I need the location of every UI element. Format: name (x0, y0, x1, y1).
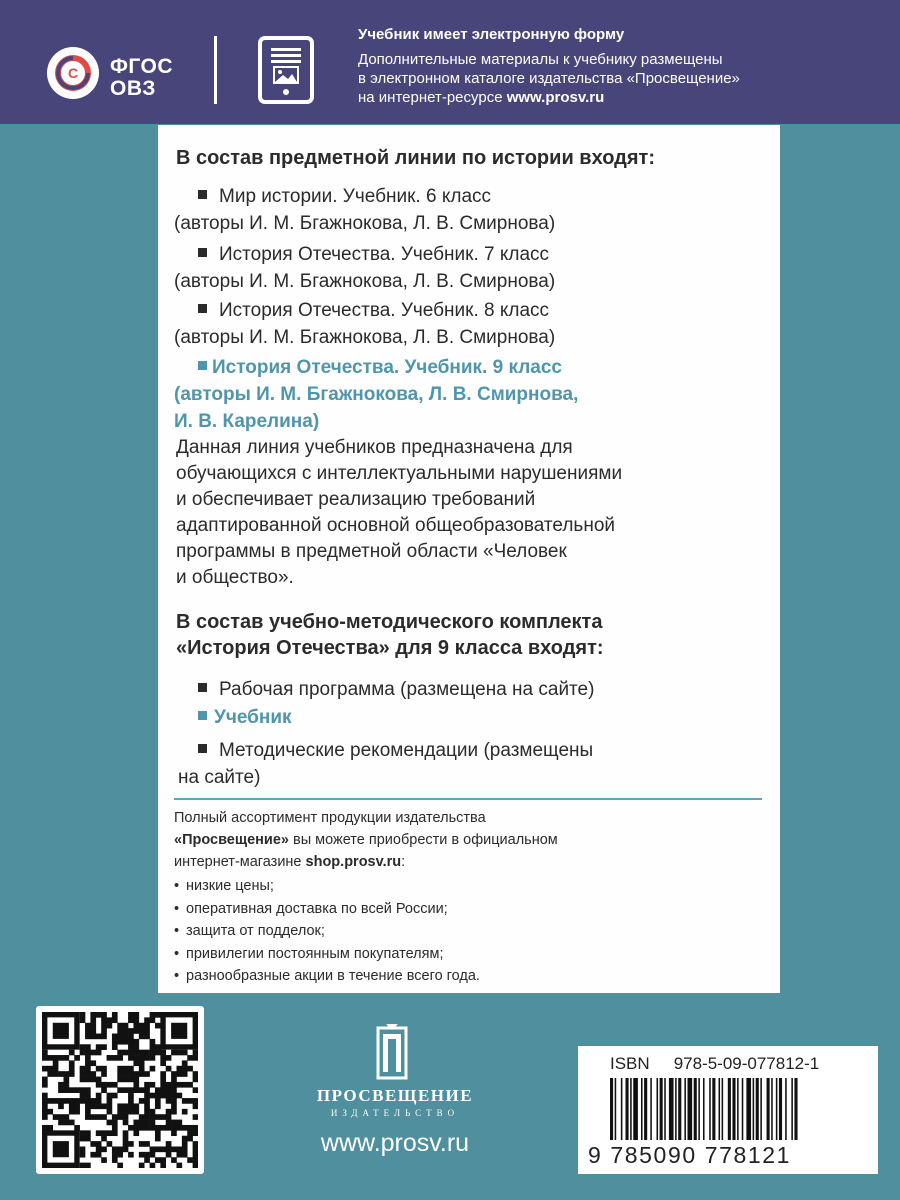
list-item-highlighted (198, 704, 292, 731)
list-item-title: Методические рекомендации (размещены (219, 740, 594, 761)
subject-line-heading: В состав предметной линии по истории входят: (176, 147, 655, 169)
list-item-title: История Отечества. Учебник. 8 класс (219, 300, 550, 321)
shop-line-rest: вы можете приобрести в официальном (288, 832, 558, 848)
dot-bullet-icon: • (174, 923, 180, 940)
list-item-title: Рабочая программа (размещена на сайте) (219, 679, 595, 700)
list-item-authors: (авторы И. М. Бгажнокова, Л. В. Смирнова) (174, 327, 556, 348)
paragraph-line: Данная линия учебников предназначена для (176, 437, 573, 458)
isbn-number: 978-5-09-077812-1 (673, 1054, 820, 1073)
shop-line (174, 851, 764, 873)
top-banner (0, 0, 900, 124)
paragraph-line: адаптированной основной общеобразовательной (176, 515, 616, 536)
list-item-highlighted (174, 354, 579, 435)
list-item (174, 241, 556, 295)
list-item-title: Мир истории. Учебник. 6 класс (219, 186, 492, 207)
isbn-barcode (578, 1046, 878, 1174)
list-item (198, 676, 594, 703)
paragraph-line: и общество». (176, 567, 294, 588)
isbn-label (610, 1054, 819, 1074)
ebook-site-link[interactable]: www.prosv.ru (506, 89, 605, 106)
square-bullet-icon (198, 361, 207, 370)
publisher-name-bold: «Просвещение» (174, 832, 289, 848)
square-bullet-icon (198, 190, 207, 199)
svg-text:С: С (67, 65, 79, 81)
list-item (174, 920, 480, 943)
list-item (174, 965, 480, 988)
list-item-title: История Отечества. Учебник. 7 класс (219, 244, 550, 265)
dot-bullet-icon: • (174, 945, 180, 962)
list-item-title-cont: на сайте) (178, 767, 261, 788)
list-item (174, 183, 556, 237)
shop-line-suffix: : (401, 854, 406, 870)
shop-site-link[interactable]: shop.prosv.ru (305, 854, 402, 870)
benefit-text: защита от подделок; (186, 923, 325, 940)
paragraph-line: обучающихся с интеллектуальными нарушениями (176, 463, 623, 484)
banner-divider (214, 36, 217, 104)
content-panel (158, 125, 780, 993)
section-divider (174, 798, 762, 800)
square-bullet-icon (198, 683, 207, 692)
dot-bullet-icon: • (174, 900, 180, 917)
kit-heading-line: «История Отечества» для 9 класса входят: (176, 637, 604, 659)
shop-line-prefix: интернет-магазине (174, 854, 306, 870)
fgos-ovz-label (110, 56, 173, 100)
benefits-list (174, 875, 480, 988)
tablet-icon (258, 36, 314, 104)
isbn-prefix: ISBN (610, 1054, 650, 1073)
benefit-text: разнообразные акции в течение всего года. (186, 968, 480, 985)
square-bullet-icon (198, 304, 207, 313)
shop-line: Полный ассортимент продукции издательства (174, 810, 486, 826)
ebook-line-prefix: на интернет-ресурсе (358, 89, 507, 106)
publisher-website-link[interactable]: www.prosv.ru (320, 1129, 470, 1157)
square-bullet-icon (198, 248, 207, 257)
ebook-title: Учебник имеет электронную форму (358, 26, 625, 43)
list-item-authors-cont: И. В. Карелина) (174, 411, 320, 432)
list-item (174, 898, 480, 921)
publisher-subtitle: ИЗДАТЕЛЬСТВО (330, 1108, 460, 1118)
list-item-authors: (авторы И. М. Бгажнокова, Л. В. Смирнова) (174, 271, 556, 292)
kit-heading-line: В состав учебно-методического комплекта (176, 611, 603, 633)
paragraph-line: и обеспечивает реализацию требований (176, 489, 536, 510)
qr-code[interactable] (36, 1006, 204, 1174)
benefit-text: оперативная доставка по всей России; (186, 900, 448, 917)
publisher-logo-icon (372, 1022, 412, 1084)
description-paragraph (176, 435, 766, 591)
ebook-description (358, 50, 740, 107)
list-item (178, 737, 594, 791)
benefit-text: низкие цены; (186, 878, 274, 894)
fgos-logo-icon (44, 44, 102, 102)
list-item-authors: (авторы И. М. Бгажнокова, Л. В. Смирнова, (174, 384, 579, 405)
ean-digits: 9 785090 778121 (588, 1142, 792, 1168)
shop-info (174, 807, 764, 873)
barcode-icon (610, 1078, 858, 1140)
list-item-title: Учебник (214, 707, 292, 728)
square-bullet-icon (198, 744, 207, 753)
ovz-label: ОВЗ (110, 77, 156, 100)
ebook-line (358, 88, 740, 107)
paragraph-line: программы в предметной области «Человек (176, 541, 567, 562)
fgos-label: ФГОС (110, 55, 174, 78)
list-item (174, 297, 556, 351)
dot-bullet-icon: • (174, 878, 180, 894)
ebook-line: Дополнительные материалы к учебнику размещены (358, 51, 723, 68)
square-bullet-icon (198, 711, 207, 720)
list-item (174, 943, 480, 966)
ebook-line: в электронном каталоге издательства «Просвещение» (358, 70, 740, 87)
list-item-authors: (авторы И. М. Бгажнокова, Л. В. Смирнова) (174, 213, 556, 234)
shop-line (174, 829, 764, 851)
qr-code-icon (42, 1012, 198, 1168)
dot-bullet-icon: • (174, 968, 180, 985)
list-item (174, 875, 480, 898)
benefit-text: привилегии постоянным покупателям; (186, 945, 444, 962)
list-item-title: История Отечества. Учебник. 9 класс (212, 357, 562, 378)
kit-heading (176, 609, 604, 661)
publisher-name: ПРОСВЕЩЕНИЕ (316, 1086, 474, 1105)
